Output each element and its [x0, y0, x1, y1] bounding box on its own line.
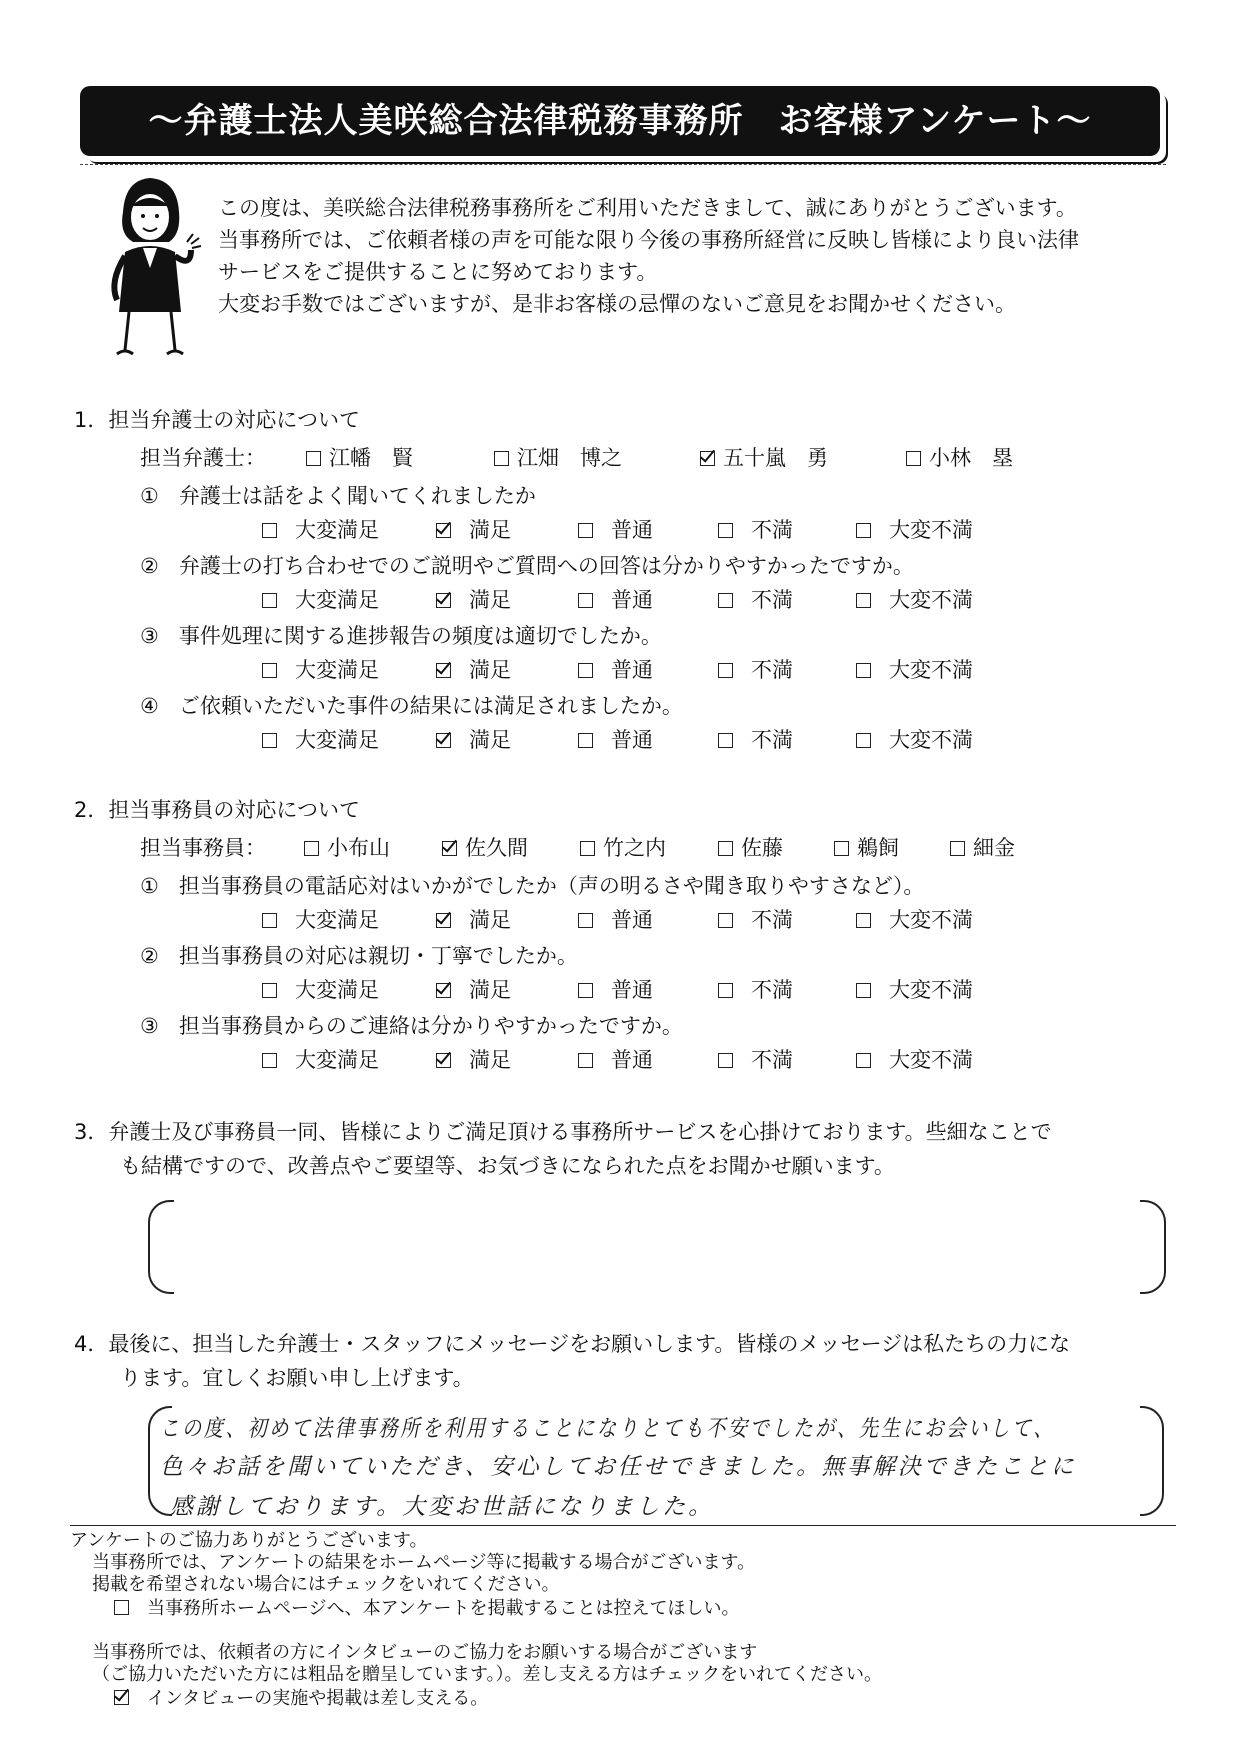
staff-option[interactable]: 佐藤	[718, 834, 783, 862]
rating-option[interactable]	[718, 976, 793, 1004]
section3-heading-line: も結構ですので、改善点やご要望等、お気づきになられた点をお聞かせ願います。	[120, 1154, 895, 1178]
section1-heading: 1．担当弁護士の対応について	[74, 408, 360, 432]
intro-line: 当事務所では、ご依頼者様の声を可能な限り今後の事務所経営に反映し皆様により良い法律	[218, 228, 1079, 252]
section2-staff-label: 担当事務員：	[140, 836, 266, 860]
checkbox[interactable]	[262, 523, 277, 538]
intro-text	[218, 192, 1178, 320]
checkbox[interactable]	[578, 983, 593, 998]
rating-label: 大変不満	[889, 978, 973, 1002]
rating-option[interactable]	[578, 516, 653, 544]
rating-label: 不満	[751, 908, 793, 932]
interview-decline-option[interactable]: インタビューの実施や掲載は差し支える。	[114, 1688, 488, 1710]
rating-label: 不満	[751, 588, 793, 612]
checkbox[interactable]	[262, 733, 277, 748]
question-number: ②	[140, 554, 159, 578]
rating-label: 大変満足	[295, 588, 379, 612]
question-label: 担当事務員の対応は親切・丁寧でしたか。	[178, 944, 578, 968]
answer-bracket-left	[148, 1200, 174, 1294]
title-divider	[80, 164, 1166, 165]
rating-label: 普通	[611, 728, 653, 752]
rating-option[interactable]	[262, 586, 379, 614]
checkbox[interactable]	[718, 593, 733, 608]
checkbox[interactable]	[906, 451, 921, 466]
question-label: 弁護士は話をよく聞いてくれましたか	[178, 484, 536, 508]
lawyer-option[interactable]: 小林 塁	[906, 444, 1013, 472]
rating-label: 普通	[611, 658, 653, 682]
footer-interview-note: （ご協力いただいた方には粗品を贈呈しています。）。差し支える方はチェックをいれてください。	[92, 1664, 883, 1685]
lawyer-option[interactable]: 江畑 博之	[494, 444, 622, 472]
checkbox[interactable]	[262, 1053, 277, 1068]
rating-label: 満足	[469, 1048, 511, 1072]
rating-option[interactable]	[436, 586, 511, 614]
rating-option[interactable]	[718, 906, 793, 934]
rating-label: 普通	[611, 978, 653, 1002]
checkbox-checked[interactable]	[442, 841, 457, 856]
checkbox[interactable]	[578, 523, 593, 538]
staff-option[interactable]: 小布山	[304, 834, 390, 862]
checkbox[interactable]	[578, 593, 593, 608]
checkbox[interactable]	[718, 733, 733, 748]
rating-option[interactable]	[436, 906, 511, 934]
rating-label: 大変不満	[889, 658, 973, 682]
rating-label: 大変不満	[889, 588, 973, 612]
checkbox[interactable]	[718, 523, 733, 538]
rating-option[interactable]	[856, 726, 973, 754]
rating-option[interactable]	[718, 656, 793, 684]
checkbox[interactable]	[580, 841, 595, 856]
checkbox[interactable]	[834, 841, 849, 856]
rating-label: 普通	[611, 588, 653, 612]
question-number: ③	[140, 1014, 159, 1038]
rating-option[interactable]	[718, 516, 793, 544]
rating-option[interactable]	[262, 1046, 379, 1074]
rating-label: 大変不満	[889, 1048, 973, 1072]
rating-label: 満足	[469, 658, 511, 682]
checkbox[interactable]	[578, 913, 593, 928]
rating-label: 満足	[469, 518, 511, 542]
checkbox[interactable]	[856, 983, 871, 998]
checkbox-checked[interactable]	[436, 663, 451, 678]
question-text	[140, 942, 578, 970]
publish-optout-option[interactable]: 当事務所ホームページへ、本アンケートを掲載することは控えてほしい。	[114, 1598, 740, 1620]
intro-line: サービスをご提供することに努めております。	[218, 260, 658, 284]
checkbox[interactable]	[304, 841, 319, 856]
rating-label: 大変不満	[889, 728, 973, 752]
checkbox-checked[interactable]	[436, 593, 451, 608]
improvement-answer-field[interactable]	[180, 1210, 1120, 1282]
rating-option[interactable]	[262, 726, 379, 754]
checkbox[interactable]	[856, 1053, 871, 1068]
staff-option[interactable]: 竹之内	[580, 834, 666, 862]
question-label: 事件処理に関する進捗報告の頻度は適切でしたか。	[178, 624, 662, 648]
rating-option[interactable]	[718, 586, 793, 614]
footer-thanks: アンケートのご協力ありがとうございます。	[70, 1530, 428, 1551]
staff-option[interactable]: 鵜飼	[834, 834, 899, 862]
question-text	[140, 622, 662, 650]
rating-label: 大変満足	[295, 908, 379, 932]
checkbox[interactable]	[856, 523, 871, 538]
footer-divider	[70, 1525, 1176, 1526]
question-number: ④	[140, 694, 159, 718]
intro-line: 大変お手数ではございますが、是非お客様の忌憚のないご意見をお聞かせください。	[218, 292, 1016, 316]
rating-label: 大変満足	[295, 728, 379, 752]
question-text	[140, 1012, 683, 1040]
checkbox[interactable]	[262, 983, 277, 998]
rating-option[interactable]	[578, 1046, 653, 1074]
handwritten-line: 感謝しております。大変お世話になりました。	[170, 1494, 715, 1520]
rating-option[interactable]	[578, 586, 653, 614]
section4-heading-line: 4．最後に、担当した弁護士・スタッフにメッセージをお願いします。皆様のメッセージは私たちの力にな	[74, 1332, 1071, 1356]
checkbox-checked[interactable]	[436, 1053, 451, 1068]
rating-option[interactable]	[262, 656, 379, 684]
checkbox[interactable]	[578, 733, 593, 748]
rating-option[interactable]	[578, 906, 653, 934]
rating-option[interactable]	[856, 976, 973, 1004]
rating-option[interactable]	[856, 906, 973, 934]
rating-label: 普通	[611, 518, 653, 542]
rating-label: 不満	[751, 978, 793, 1002]
footer-interview-note: 当事務所では、依頼者の方にインタビューのご協力をお願いする場合がございます	[92, 1642, 758, 1663]
rating-label: 普通	[611, 1048, 653, 1072]
page-title: ～弁護士法人美咲総合法律税務事務所 お客様アンケート～	[80, 86, 1160, 156]
checkbox[interactable]	[718, 663, 733, 678]
rating-label: 満足	[469, 908, 511, 932]
checkbox[interactable]	[718, 841, 733, 856]
rating-label: 満足	[469, 588, 511, 612]
handwritten-line: この度、初めて法律事務所を利用することになりとても不安でしたが、先生にお会いして、	[160, 1416, 1056, 1442]
rating-label: 大変満足	[295, 658, 379, 682]
rating-option[interactable]	[262, 976, 379, 1004]
question-label: 弁護士の打ち合わせでのご説明やご質問への回答は分かりやすかったですか。	[178, 554, 914, 578]
rating-option[interactable]	[436, 656, 511, 684]
lawyer-option[interactable]: 五十嵐 勇	[700, 444, 828, 472]
rating-option[interactable]	[856, 516, 973, 544]
checkbox[interactable]	[950, 841, 965, 856]
checkbox[interactable]	[718, 913, 733, 928]
checkbox-checked[interactable]	[436, 523, 451, 538]
section2-heading: 2．担当事務員の対応について	[74, 798, 360, 822]
question-label: ご依頼いただいた事件の結果には満足されましたか。	[178, 694, 683, 718]
mascot-illustration	[95, 172, 205, 367]
question-text	[140, 482, 536, 510]
rating-option[interactable]	[718, 1046, 793, 1074]
rating-label: 大変満足	[295, 518, 379, 542]
question-label: 担当事務員の電話応対はいかがでしたか（声の明るさや聞き取りやすさなど）。	[178, 874, 925, 898]
rating-label: 不満	[751, 658, 793, 682]
rating-option[interactable]	[436, 1046, 511, 1074]
checkbox-checked[interactable]	[436, 733, 451, 748]
checkbox-checked[interactable]	[436, 913, 451, 928]
checkbox[interactable]	[306, 451, 321, 466]
message-bracket-right	[1140, 1406, 1164, 1516]
rating-option[interactable]	[436, 516, 511, 544]
rating-label: 大変不満	[889, 518, 973, 542]
checkbox[interactable]	[718, 983, 733, 998]
staff-option[interactable]: 細金	[950, 834, 1015, 862]
question-number: ③	[140, 624, 159, 648]
checkbox-checked[interactable]	[114, 1690, 129, 1705]
question-text	[140, 692, 683, 720]
rating-option[interactable]	[436, 726, 511, 754]
question-text	[140, 552, 914, 580]
rating-label: 不満	[751, 728, 793, 752]
checkbox[interactable]	[856, 733, 871, 748]
rating-label: 大変不満	[889, 908, 973, 932]
rating-label: 満足	[469, 728, 511, 752]
handwritten-line: 色々お話を聞いていただき、安心してお任せできました。無事解決できたことに	[160, 1454, 1077, 1480]
rating-label: 満足	[469, 978, 511, 1002]
checkbox[interactable]	[262, 663, 277, 678]
rating-option[interactable]	[262, 906, 379, 934]
checkbox[interactable]	[262, 593, 277, 608]
checkbox[interactable]	[578, 1053, 593, 1068]
checkbox[interactable]	[856, 913, 871, 928]
question-text	[140, 872, 924, 900]
rating-option[interactable]	[856, 586, 973, 614]
rating-option[interactable]	[718, 726, 793, 754]
question-number: ①	[140, 874, 159, 898]
checkbox[interactable]	[856, 663, 871, 678]
checkbox-checked[interactable]	[700, 451, 715, 466]
intro-line: この度は、美咲総合法律税務事務所をご利用いただきまして、誠にありがとうございます。	[218, 196, 1077, 220]
checkbox-checked[interactable]	[436, 983, 451, 998]
checkbox[interactable]	[262, 913, 277, 928]
question-number: ②	[140, 944, 159, 968]
footer-publish-note: 当事務所では、アンケートの結果をホームページ等に掲載する場合がございます。	[92, 1552, 756, 1573]
rating-option[interactable]	[856, 656, 973, 684]
rating-label: 不満	[751, 518, 793, 542]
message-answer-field[interactable]	[160, 1408, 1150, 1518]
rating-label: 大変満足	[295, 978, 379, 1002]
checkbox[interactable]	[718, 1053, 733, 1068]
footer-publish-note: 掲載を希望されない場合にはチェックをいれてください。	[92, 1574, 560, 1595]
question-label: 担当事務員からのご連絡は分かりやすかったですか。	[178, 1014, 683, 1038]
rating-option[interactable]	[578, 726, 653, 754]
answer-bracket-right	[1140, 1200, 1166, 1294]
checkbox[interactable]	[114, 1600, 129, 1615]
rating-option[interactable]	[262, 516, 379, 544]
checkbox[interactable]	[494, 451, 509, 466]
lawyer-option[interactable]: 江幡 賢	[306, 444, 413, 472]
section3-heading-line: 3．弁護士及び事務員一同、皆様によりご満足頂ける事務所サービスを心掛けております。些細なことで	[74, 1120, 1052, 1144]
checkbox[interactable]	[578, 663, 593, 678]
staff-option[interactable]: 佐久間	[442, 834, 528, 862]
rating-option[interactable]	[436, 976, 511, 1004]
checkbox[interactable]	[856, 593, 871, 608]
section4-heading-line: ります。宜しくお願い申し上げます。	[120, 1366, 474, 1390]
section1-staff-label: 担当弁護士：	[140, 446, 266, 470]
rating-label: 普通	[611, 908, 653, 932]
rating-option[interactable]	[578, 656, 653, 684]
rating-label: 不満	[751, 1048, 793, 1072]
question-number: ①	[140, 484, 159, 508]
rating-option[interactable]	[578, 976, 653, 1004]
rating-label: 大変満足	[295, 1048, 379, 1072]
rating-option[interactable]	[856, 1046, 973, 1074]
